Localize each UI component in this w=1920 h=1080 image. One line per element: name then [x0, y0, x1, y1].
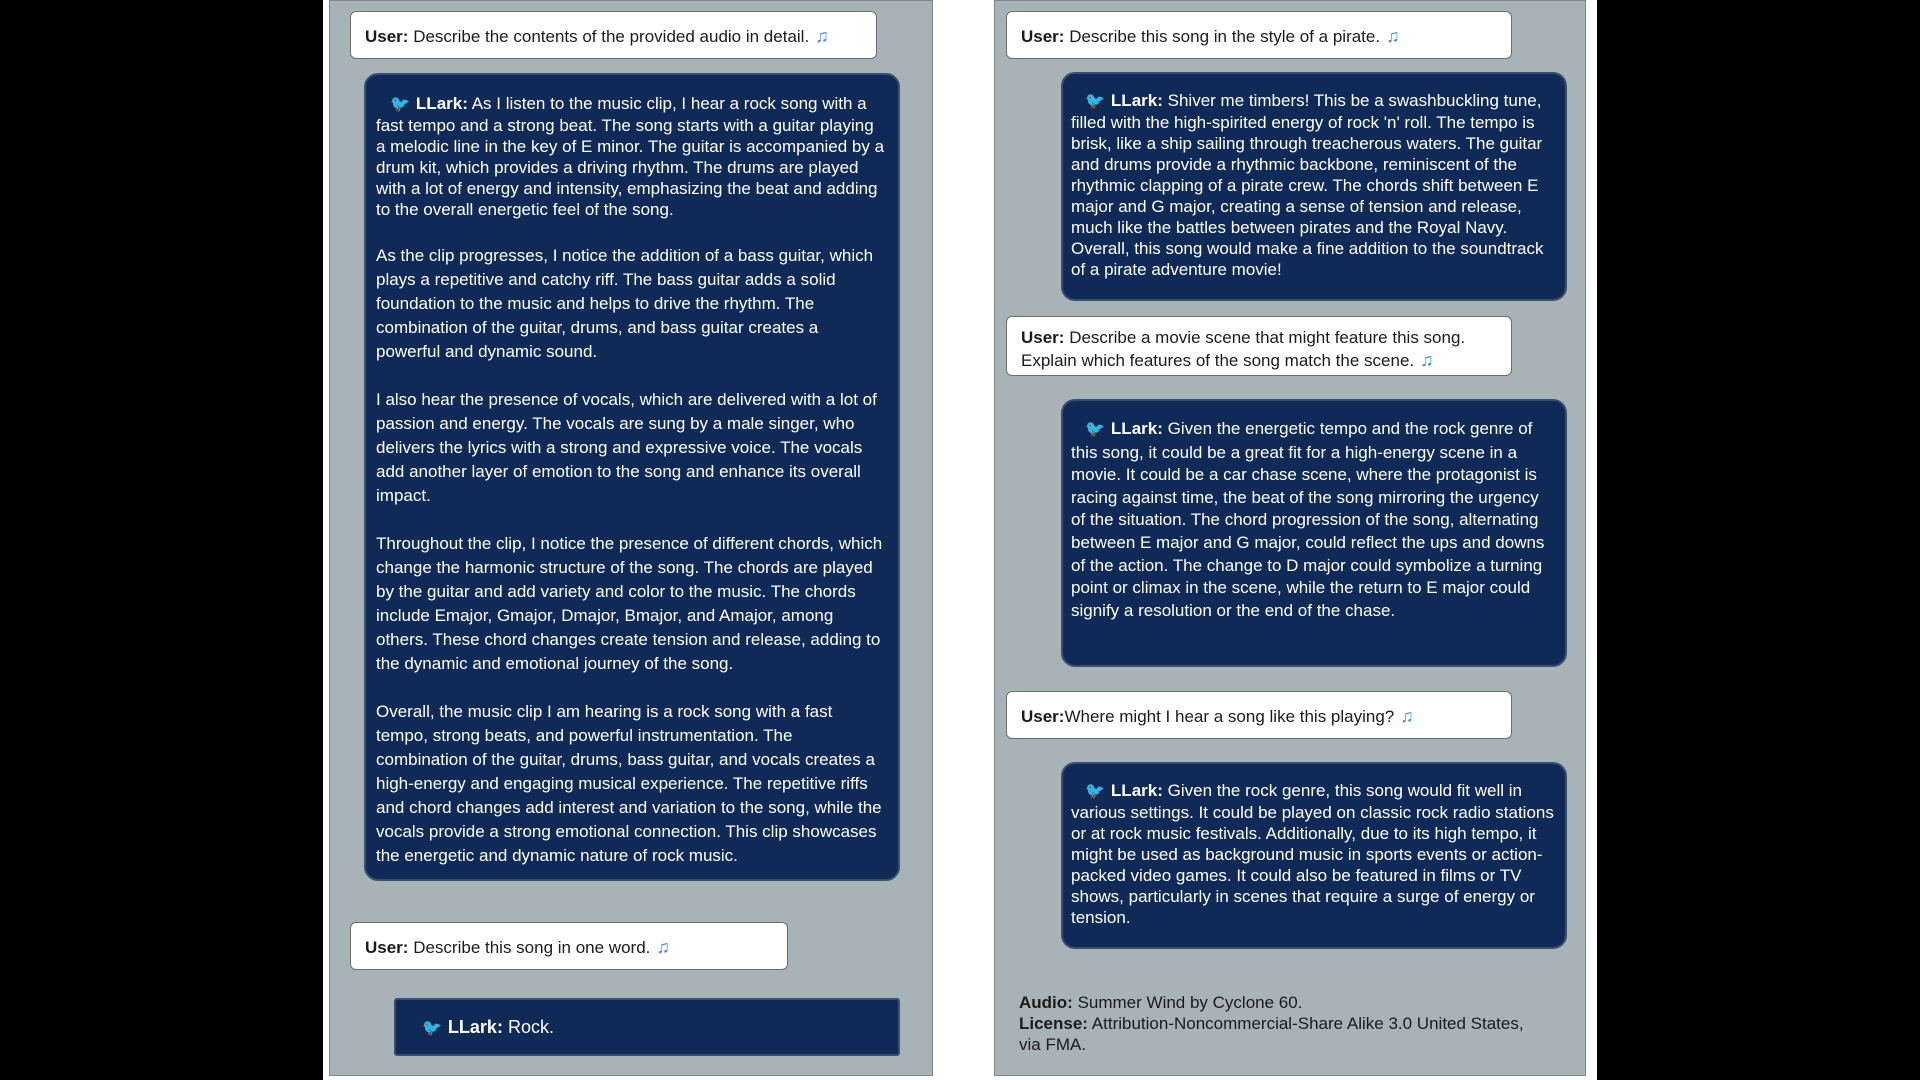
audio-label: Audio: [1019, 993, 1073, 1012]
paragraph-text: Shiver me timbers! This be a swashbuckling tune, filled with the high-spirited energy of rock 'n' roll. The tempo is brisk, like a ship sailing through treacherous waters. The guitar and drums provide a rhythmic backbone, reminiscent of the rhythmic clapping of a pirate crew. The chords shift between E major and G major, creating a sense of tension and release, much like the battles between pirates and the Royal Navy. Overall, this song would make a fine addition to the soundtrack of a pirate adventure movie! [1071, 91, 1544, 279]
speaker-label: LLark: [1110, 419, 1163, 438]
speaker-label: User: [1021, 328, 1065, 347]
attribution-footer [1019, 992, 1539, 1055]
response-paragraph: I also hear the presence of vocals, which are delivered with a lot of passion and energy. The vocals are sung by a male singer, who delivers the lyrics with a strong and expressive voice. The vocals add another layer of emotion to the song and enhance its overall impact. [376, 390, 877, 505]
user-message-movie [1006, 316, 1512, 376]
license-credit [1019, 1013, 1539, 1055]
speaker-label: User: [365, 27, 409, 46]
paragraph-text: Given the rock genre, this song would fit well in various settings. It could be played on classic rock radio stations or at rock music festivals. Additionally, due to its high tempo, it might be used as background music in sports events or action-packed video games. It could also be featured in films or TV shows, particularly in scenes that require a surge of energy or tension. [1071, 781, 1554, 927]
user-message-text: Describe this song in one word. [413, 938, 651, 957]
bird-icon: 🐦 [1085, 93, 1105, 110]
speaker-label: User: [1021, 707, 1065, 726]
response-paragraph [376, 93, 886, 220]
response-paragraph: As the clip progresses, I notice the addition of a bass guitar, which plays a repetitive and catchy riff. The bass guitar adds a solid foundation to the music and helps to drive the rhythm. The combination of the guitar, drums, and bass guitar creates a powerful and dynamic sound. [376, 246, 874, 361]
speaker-label: LLark: [415, 94, 468, 113]
speaker-label: LLark: [1110, 781, 1163, 800]
bird-icon: 🐦 [1085, 421, 1105, 438]
license-label: License: [1019, 1014, 1088, 1033]
audio-credit [1019, 992, 1539, 1013]
bird-icon: 🐦 [1085, 783, 1105, 800]
paragraph-text: Given the energetic tempo and the rock genre of this song, it could be a great fit for a high-energy scene in a movie. It could be a car chase scene, where the protagonist is racing against time, the beat of the song mirroring the urgency of the situation. The chord progression of the song, alternating between E major and G major, could reflect the ups and downs of the action. The change to D major could symbolize a turning point or climax in the scene, while the return to E major could signify a resolution or the end of the chase. [1071, 419, 1545, 620]
response-paragraph [1071, 780, 1557, 928]
user-message-one-word [350, 922, 788, 970]
user-message-pirate [1006, 11, 1512, 59]
llark-response-movie [1061, 399, 1567, 667]
user-message-detail [350, 11, 877, 59]
user-message-text: Where might I hear a song like this playing? [1064, 707, 1395, 726]
llark-response-one-word [394, 998, 900, 1056]
user-message-where [1006, 691, 1512, 739]
music-note-icon: ♫ [1386, 26, 1400, 46]
llark-response-where [1061, 762, 1567, 949]
license-value: Attribution-Noncommercial-Share Alike 3.0 United States, via FMA. [1019, 1014, 1524, 1054]
response-paragraph: Overall, the music clip I am hearing is a rock song with a fast tempo, strong beats, and powerful instrumentation. The combination of the guitar, drums, bass guitar, and vocals creates a high-energy and engaging musical experience. The repetitive riffs and chord changes add interest and variation to the song, while the vocals provide a strong emotional connection. This clip showcases the energetic and dynamic nature of rock music. [376, 702, 882, 865]
response-text: Rock. [507, 1017, 554, 1037]
speaker-label: LLark: [1110, 91, 1163, 110]
response-paragraph [1071, 90, 1557, 280]
speaker-label: User: [365, 938, 409, 957]
llark-response-pirate [1061, 72, 1567, 301]
music-note-icon: ♫ [815, 26, 829, 46]
bird-icon: 🐦 [422, 1020, 442, 1037]
paragraph-text: As I listen to the music clip, I hear a rock song with a fast tempo and a strong beat. The song starts with a guitar playing a melodic line in the key of E minor. The guitar is accompanied by a drum kit, which provides a driving rhythm. The drums are played with a lot of energy and intensity, emphasizing the beat and adding to the overall energetic feel of the song. [376, 94, 885, 219]
music-note-icon: ♫ [1420, 350, 1434, 370]
audio-value: Summer Wind by Cyclone 60. [1077, 993, 1303, 1012]
response-paragraph: Throughout the clip, I notice the presence of different chords, which change the harmonic structure of the song. The chords are played by the guitar and add variety and color to the music. The chords include Emajor, Gmajor, Dmajor, Bmajor, and Amajor, among others. These chord changes create tension and release, adding to the dynamic and emotional journey of the song. [376, 534, 883, 673]
speaker-label: User: [1021, 27, 1065, 46]
speaker-label: LLark: [447, 1017, 503, 1037]
music-note-icon: ♫ [1400, 706, 1414, 726]
user-message-text: Describe the contents of the provided audio in detail. [413, 27, 810, 46]
response-paragraph [1071, 418, 1557, 622]
llark-response-detail [364, 73, 900, 881]
bird-icon: 🐦 [390, 96, 410, 113]
music-note-icon: ♫ [656, 937, 670, 957]
user-message-text: Describe a movie scene that might feature this song. Explain which features of the song match the scene. [1021, 328, 1466, 370]
user-message-text: Describe this song in the style of a pirate. [1069, 27, 1381, 46]
